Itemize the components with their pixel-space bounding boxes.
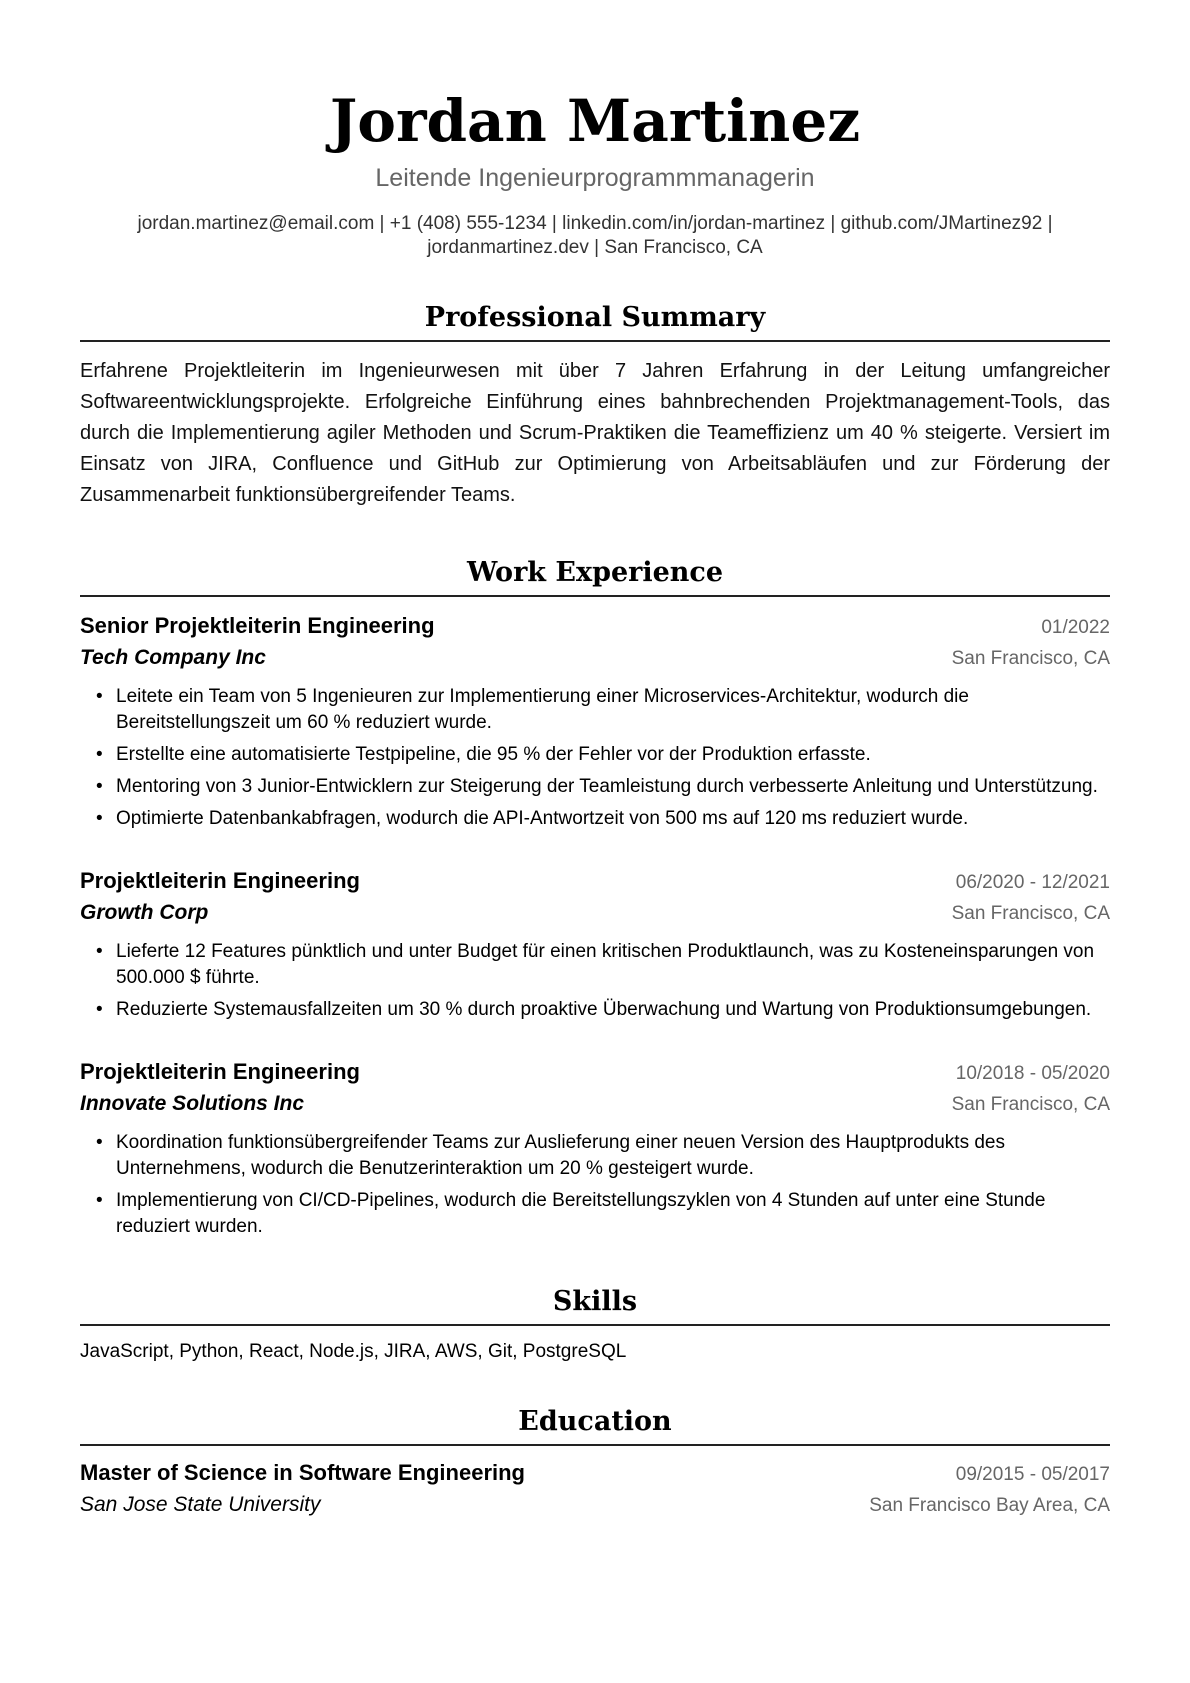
- summary-section: [80, 300, 1110, 511]
- job-location: San Francisco, CA: [951, 1094, 1110, 1115]
- education-degree: Master of Science in Software Engineering: [80, 1460, 525, 1485]
- job-title: Senior Projektleiterin Engineering: [80, 613, 435, 638]
- skills-list: JavaScript, Python, React, Node.js, JIRA, AWS, Git, PostgreSQL: [80, 1341, 627, 1362]
- candidate-name: Jordan Martinez: [329, 87, 861, 155]
- education-section: [80, 1404, 1110, 1521]
- section-title: Skills: [80, 1284, 1110, 1326]
- contact-line: jordan.martinez@email.com | +1 (408) 555-1234 | linkedin.com/in/jordan-martinez | github.com/JMartinez92 |: [137, 213, 1053, 234]
- job-title: Projektleiterin Engineering: [80, 1059, 360, 1084]
- job-bullet: • Koordination funktionsübergreifender Teams zur Auslieferung einer neuen Version des Hauptprodukts des Unternehmens, wodurch die Benutzerinteraktion um 20 % gesteigert wurde.: [116, 1130, 1110, 1182]
- skills-section: [80, 1284, 1110, 1366]
- job-entry: [80, 866, 1110, 1023]
- job-bullet: • Lieferte 12 Features pünktlich und unter Budget für einen kritischen Produktlaunch, was zu Kosteneinsparungen von 500.000 $ führte.: [116, 939, 1110, 991]
- experience-section: [80, 555, 1110, 1240]
- section-title: Professional Summary: [80, 300, 1110, 342]
- job-location: San Francisco, CA: [951, 648, 1110, 669]
- education-entry: [80, 1458, 1110, 1521]
- job-bullets: [80, 684, 1110, 832]
- section-title: Education: [80, 1404, 1110, 1446]
- contact-line: jordanmartinez.dev | San Francisco, CA: [427, 237, 763, 258]
- job-bullet: • Erstellte eine automatisierte Testpipeline, die 95 % der Fehler vor der Produktion erfasste.: [116, 742, 1110, 768]
- resume-header: [80, 82, 1110, 260]
- job-bullets: [80, 1130, 1110, 1240]
- education-school: San Jose State University: [80, 1493, 321, 1516]
- job-date: 10/2018 - 05/2020: [955, 1063, 1110, 1084]
- job-bullets: [80, 939, 1110, 1023]
- summary-text: Erfahrene Projektleiterin im Ingenieurwesen mit über 7 Jahren Erfahrung in der Leitung umfangreicher Softwareentwicklungsprojekte. Erfolgreiche Einführung eines bahnbrechenden Projektmanagement-Tools, das durch die Implementierung agiler Methoden und Scrum-Praktiken die Teameffizienz um 40 % steigerte. Versiert im Einsatz von JIRA, Confluence und GitHub zur Optimierung von Arbeitsabläufen und zur Förderung der Zusammenarbeit funktionsübergreifender Teams.: [80, 360, 1110, 506]
- job-date: 06/2020 - 12/2021: [955, 872, 1110, 893]
- job-bullet: • Mentoring von 3 Junior-Entwicklern zur Steigerung der Teamleistung durch verbesserte Anleitung und Unterstützung.: [116, 774, 1110, 800]
- job-title: Projektleiterin Engineering: [80, 868, 360, 893]
- education-location: San Francisco Bay Area, CA: [869, 1495, 1110, 1516]
- job-bullet: • Implementierung von CI/CD-Pipelines, wodurch die Bereitstellungszyklen von 4 Stunden auf unter eine Stunde reduziert wurden.: [116, 1188, 1110, 1240]
- education-date: 09/2015 - 05/2017: [955, 1464, 1110, 1485]
- job-bullet: • Reduzierte Systemausfallzeiten um 30 % durch proaktive Überwachung und Wartung von Produktionsumgebungen.: [116, 997, 1110, 1023]
- job-company: Innovate Solutions Inc: [80, 1092, 305, 1115]
- job-entry: [80, 611, 1110, 832]
- candidate-headline: Leitende Ingenieurprogrammmanagerin: [375, 164, 815, 192]
- contact-info: [105, 212, 1085, 260]
- section-title: Work Experience: [80, 555, 1110, 597]
- job-entry: [80, 1057, 1110, 1240]
- job-company: Growth Corp: [80, 901, 209, 924]
- job-company: Tech Company Inc: [80, 646, 266, 669]
- job-bullet: • Leitete ein Team von 5 Ingenieuren zur Implementierung einer Microservices-Architektur, wodurch die Bereitstellungszeit um 60 % reduziert wurde.: [116, 684, 1110, 736]
- job-bullet: • Optimierte Datenbankabfragen, wodurch die API-Antwortzeit von 500 ms auf 120 ms reduziert wurde.: [116, 806, 1110, 832]
- job-date: 01/2022: [1041, 617, 1110, 638]
- job-location: San Francisco, CA: [951, 903, 1110, 924]
